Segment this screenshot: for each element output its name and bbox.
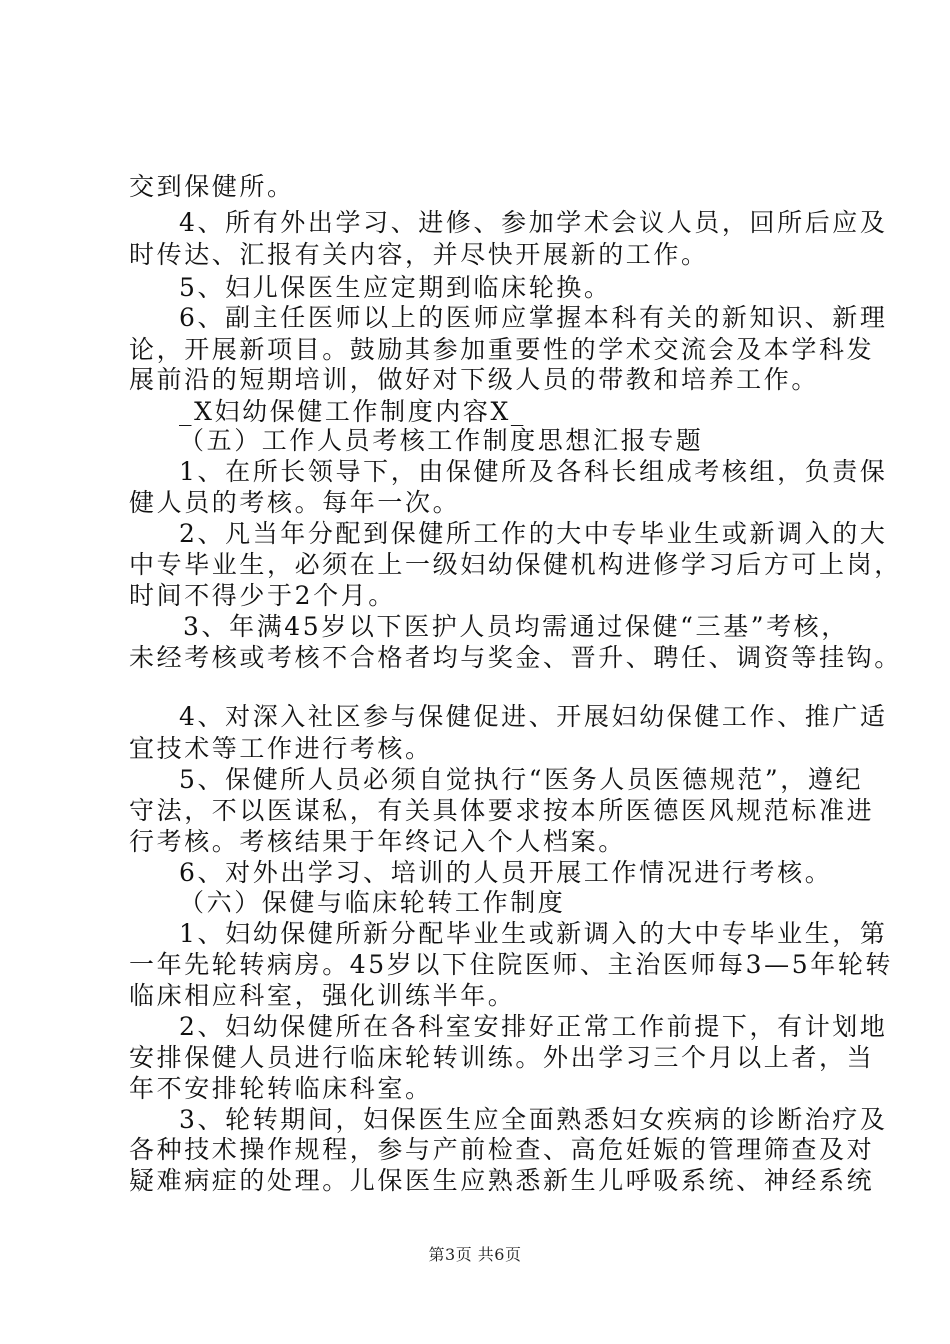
text-line: 2、凡当年分配到保健所工作的大中专毕业生或新调入的大 bbox=[179, 519, 888, 548]
page-number-footer: 第3页 共6页 bbox=[428, 1245, 522, 1264]
text-line: 时间不得少于2个月。 bbox=[129, 581, 396, 610]
text-line: 1、妇幼保健所新分配毕业生或新调入的大中专毕业生，第 bbox=[179, 919, 888, 948]
text-line: 宜技术等工作进行考核。 bbox=[129, 734, 433, 763]
text-line: _X妇幼保健工作制度内容X_ bbox=[179, 397, 526, 426]
text-line: 交到保健所。 bbox=[129, 172, 295, 201]
text-line: 守法，不以医谋私，有关具体要求按本所医德医风规范标准进 bbox=[129, 796, 875, 825]
text-line: 时传达、汇报有关内容，并尽快开展新的工作。 bbox=[129, 240, 709, 269]
text-line: （六）保健与临床轮转工作制度 bbox=[179, 888, 566, 917]
text-line: 年不安排轮转临床科室。 bbox=[129, 1074, 433, 1103]
text-line: 5、保健所人员必须自觉执行“医务人员医德规范”，遵纪 bbox=[179, 765, 864, 794]
text-line: 论，开展新项目。鼓励其参加重要性的学术交流会及本学科发 bbox=[129, 335, 875, 364]
text-line: （五）工作人员考核工作制度思想汇报专题 bbox=[179, 426, 704, 455]
text-line: 疑难病症的处理。儿保医生应熟悉新生儿呼吸系统、神经系统 bbox=[129, 1166, 875, 1195]
text-line: 各种技术操作规程，参与产前检查、高危妊娠的管理筛查及对 bbox=[129, 1135, 875, 1164]
text-line: 行考核。考核结果于年终记入个人档案。 bbox=[129, 827, 626, 856]
text-line: 中专毕业生，必须在上一级妇幼保健机构进修学习后方可上岗， bbox=[129, 550, 902, 579]
text-line: 4、对深入社区参与保健促进、开展妇幼保健工作、推广适 bbox=[179, 702, 888, 731]
text-line: 6、对外出学习、培训的人员开展工作情况进行考核。 bbox=[179, 858, 833, 887]
text-line: 3、轮转期间，妇保医生应全面熟悉妇女疾病的诊断治疗及 bbox=[179, 1105, 888, 1134]
text-line: 6、副主任医师以上的医师应掌握本科有关的新知识、新理 bbox=[179, 303, 888, 332]
text-line: 一年先轮转病房。45岁以下住院医师、主治医师每3—5年轮转 bbox=[129, 950, 894, 979]
text-line: 5、妇儿保医生应定期到临床轮换。 bbox=[179, 273, 612, 302]
text-line: 4、所有外出学习、进修、参加学术会议人员，回所后应及 bbox=[179, 208, 888, 237]
text-line: 临床相应科室，强化训练半年。 bbox=[129, 981, 516, 1010]
text-line: 安排保健人员进行临床轮转训练。外出学习三个月以上者，当 bbox=[129, 1043, 875, 1072]
text-line: 未经考核或考核不合格者均与奖金、晋升、聘任、调资等挂钩。 bbox=[129, 643, 902, 672]
text-line: 2、妇幼保健所在各科室安排好正常工作前提下，有计划地 bbox=[179, 1012, 888, 1041]
text-line: 1、在所长领导下，由保健所及各科长组成考核组，负责保 bbox=[179, 457, 888, 486]
text-line: 3、年满45岁以下医护人员均需通过保健“三基”考核， bbox=[183, 612, 849, 641]
text-line: 展前沿的短期培训，做好对下级人员的带教和培养工作。 bbox=[129, 365, 820, 394]
text-line: 健人员的考核。每年一次。 bbox=[129, 488, 461, 517]
